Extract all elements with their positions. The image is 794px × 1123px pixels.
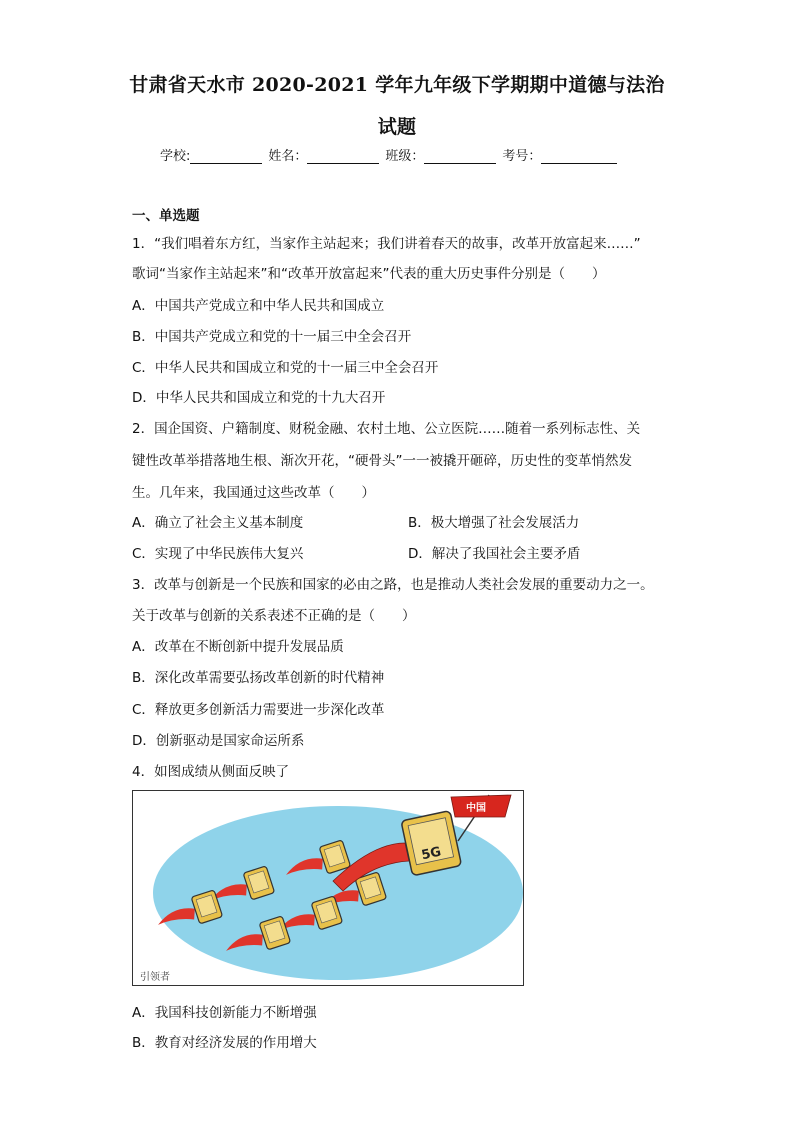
exam-title: 甘肃省天水市 2020-2021 学年九年级下学期期中道德与法治 — [129, 74, 665, 96]
question-4-stem: 4．如图成绩从侧面反映了 — [132, 764, 290, 780]
question-2-stem-line-2: 键性改革举措落地生根、渐次开花，“硬骨头”一一被撬开砸碎，历史性的变革悄然发 — [132, 453, 632, 469]
phone-5g-label: 5G — [420, 844, 443, 864]
question-2-option-d[interactable]: D．解决了我国社会主要矛盾 — [408, 546, 581, 562]
question-3-stem-line-2: 关于改革与创新的关系表述不正确的是（ ） — [132, 608, 416, 624]
question-3-option-d[interactable]: D．创新驱动是国家命运所系 — [132, 733, 305, 749]
student-info-row — [160, 145, 623, 164]
school-blank[interactable] — [190, 149, 262, 164]
question-3-option-b[interactable]: B．深化改革需要弘扬改革创新的时代精神 — [132, 670, 385, 686]
question-1-option-c[interactable]: C．中华人民共和国成立和党的十一届三中全会召开 — [132, 360, 439, 376]
question-1-stem-line-2: 歌词“当家作主站起来”和“改革开放富起来”代表的重大历史事件分别是（ ） — [132, 266, 606, 282]
exam-title-continued: 试题 — [377, 116, 417, 138]
exam-number-blank[interactable] — [541, 149, 617, 164]
question-1-stem-line-1: 1．“我们唱着东方红，当家作主站起来；我们讲着春天的故事，改革开放富起来……” — [132, 236, 641, 252]
section-heading: 一、单选题 — [132, 208, 200, 224]
exam-number-label: 考号： — [502, 149, 542, 164]
question-1-option-b[interactable]: B．中国共产党成立和党的十一届三中全会召开 — [132, 329, 412, 345]
name-label: 姓名： — [268, 149, 308, 164]
question-2-stem-line-1: 2．国企国资、户籍制度、财税金融、农村土地、公立医院……随着一系列标志性、关 — [132, 421, 641, 437]
class-blank[interactable] — [424, 149, 496, 164]
question-4-option-b[interactable]: B．教育对经济发展的作用增大 — [132, 1035, 317, 1051]
school-label: 学校: — [160, 149, 191, 164]
question-4-option-a[interactable]: A．我国科技创新能力不断增强 — [132, 1005, 317, 1021]
cartoon-figure — [132, 790, 524, 986]
class-label: 班级： — [385, 149, 425, 164]
question-3-option-c[interactable]: C．释放更多创新活力需要进一步深化改革 — [132, 702, 385, 718]
cartoon-illustration — [133, 791, 523, 985]
flag-label: 中国 — [466, 803, 486, 814]
name-blank[interactable] — [307, 149, 379, 164]
question-2-option-a[interactable]: A．确立了社会主义基本制度 — [132, 515, 304, 531]
question-2-option-b[interactable]: B．极大增强了社会发展活力 — [408, 515, 580, 531]
question-2-stem-line-3: 生。几年来，我国通过这些改革（ ） — [132, 485, 375, 501]
question-2-option-c[interactable]: C．实现了中华民族伟大复兴 — [132, 546, 304, 562]
figure-caption: 引领者 — [140, 972, 170, 983]
question-3-option-a[interactable]: A．改革在不断创新中提升发展品质 — [132, 639, 344, 655]
question-1-option-d[interactable]: D．中华人民共和国成立和党的十九大召开 — [132, 390, 386, 406]
question-3-stem-line-1: 3．改革与创新是一个民族和国家的必由之路，也是推动人类社会发展的重要动力之一。 — [132, 577, 654, 593]
question-1-option-a[interactable]: A．中国共产党成立和中华人民共和国成立 — [132, 298, 385, 314]
